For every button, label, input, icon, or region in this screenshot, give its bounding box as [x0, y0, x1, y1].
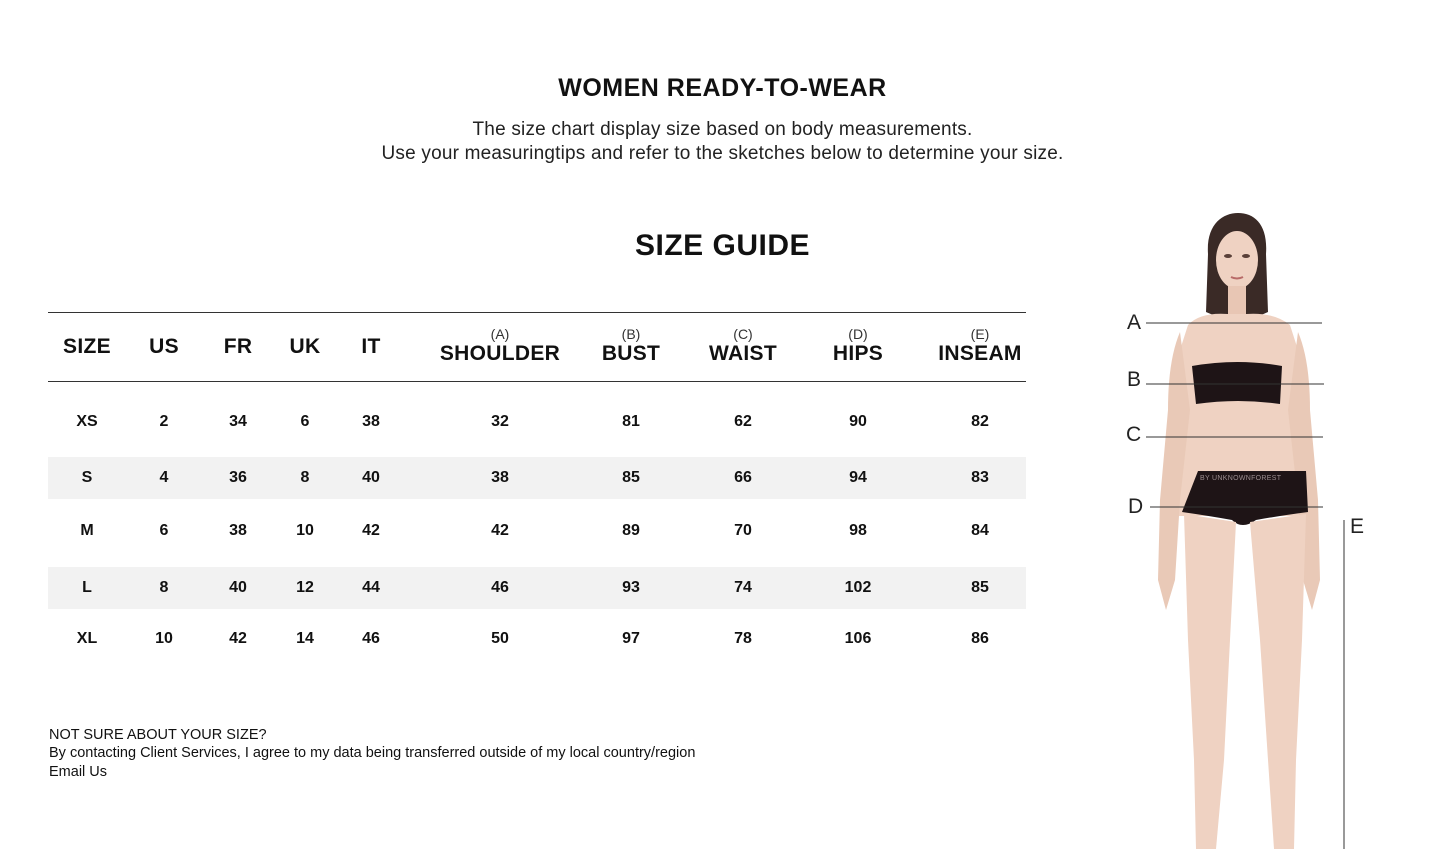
header-inseam: (E) INSEAM	[938, 326, 1022, 365]
header-it: IT	[361, 334, 381, 358]
size-help-question: NOT SURE ABOUT YOUR SIZE?	[49, 727, 267, 743]
left-leg-shape	[1184, 514, 1236, 849]
header-fr: FR	[223, 334, 253, 358]
table-cell: 62	[734, 413, 752, 430]
table-row	[48, 510, 1026, 552]
table-cell: 36	[229, 469, 247, 486]
table-row	[48, 618, 1026, 660]
table-cell: 46	[491, 579, 509, 596]
table-cell: 90	[849, 413, 867, 430]
table-cell: 93	[622, 579, 640, 596]
label-c: C	[1126, 423, 1142, 446]
table-cell: 40	[229, 579, 247, 596]
table-cell: 83	[971, 469, 989, 486]
table-cell: 2	[159, 413, 169, 430]
table-cell: 38	[229, 522, 247, 539]
table-cell: 97	[622, 630, 640, 647]
table-cell: 14	[296, 630, 314, 647]
page-title: WOMEN READY-TO-WEAR	[558, 74, 887, 102]
table-cell: 6	[300, 413, 310, 430]
label-e: E	[1350, 515, 1365, 538]
table-cell: 38	[491, 469, 509, 486]
table-header-rule	[48, 381, 1026, 382]
header-us: US	[149, 334, 179, 358]
table-cell: 6	[159, 522, 169, 539]
label-a: A	[1127, 311, 1142, 334]
table-cell: 44	[362, 579, 380, 596]
table-cell: 34	[229, 413, 247, 430]
table-cell: 32	[491, 413, 509, 430]
table-cell: L	[82, 579, 92, 596]
table-cell: 85	[622, 469, 640, 486]
header-hips: (D) HIPS	[832, 326, 884, 365]
table-cell: 50	[491, 630, 509, 647]
table-cell: 102	[844, 579, 872, 596]
table-cell: 4	[159, 469, 169, 486]
consent-text: By contacting Client Services, I agree to my data being transferred outside of my local country/region	[49, 745, 696, 761]
table-cell: 106	[844, 630, 872, 647]
table-row	[48, 457, 1026, 499]
table-cell: 85	[971, 579, 989, 596]
header-size: SIZE	[63, 334, 111, 358]
table-cell: 74	[734, 579, 752, 596]
table-cell: 10	[155, 630, 173, 647]
table-cell: 70	[734, 522, 752, 539]
table-cell: 46	[362, 630, 380, 647]
table-cell: 78	[734, 630, 752, 647]
table-cell: M	[80, 522, 94, 539]
header-shoulder: (A) SHOULDER	[439, 326, 561, 365]
right-leg-shape	[1250, 514, 1306, 849]
table-cell: 8	[159, 579, 169, 596]
label-b: B	[1127, 368, 1142, 391]
table-row	[48, 567, 1026, 609]
header-uk: UK	[289, 334, 321, 358]
size-guide-title: SIZE GUIDE	[634, 229, 811, 262]
table-cell: S	[81, 469, 93, 486]
table-cell: 81	[622, 413, 640, 430]
table-cell: 12	[296, 579, 314, 596]
bandeau-top	[1192, 362, 1282, 404]
body-measurement-illustration	[1100, 200, 1400, 849]
table-cell: 86	[971, 630, 989, 647]
table-cell: 84	[971, 522, 989, 539]
table-cell: 42	[491, 522, 509, 539]
table-cell: XL	[76, 630, 98, 647]
subtitle-line-1: The size chart display size based on body measurements.	[472, 119, 973, 140]
table-row	[48, 401, 1026, 443]
table-cell: 42	[229, 630, 247, 647]
table-cell: 40	[362, 469, 380, 486]
header-waist: (C) WAIST	[709, 326, 777, 365]
table-cell: 8	[300, 469, 310, 486]
table-cell: 38	[362, 413, 380, 430]
table-cell: 10	[296, 522, 314, 539]
waistband-brand: BY UNKNOWNFOREST	[1200, 475, 1282, 482]
table-cell: 94	[849, 469, 867, 486]
subtitle-line-2: Use your measuringtips and refer to the sketches below to determine your size.	[381, 143, 1064, 164]
table-cell: 82	[971, 413, 989, 430]
face-shape	[1216, 231, 1258, 289]
header-bust: (B) BUST	[601, 326, 661, 365]
table-cell: 89	[622, 522, 640, 539]
table-cell: 42	[362, 522, 380, 539]
table-cell: XS	[76, 413, 98, 430]
label-d: D	[1128, 495, 1144, 518]
email-us-link[interactable]: Email Us	[49, 764, 108, 780]
table-cell: 66	[734, 469, 752, 486]
table-cell: 98	[849, 522, 867, 539]
